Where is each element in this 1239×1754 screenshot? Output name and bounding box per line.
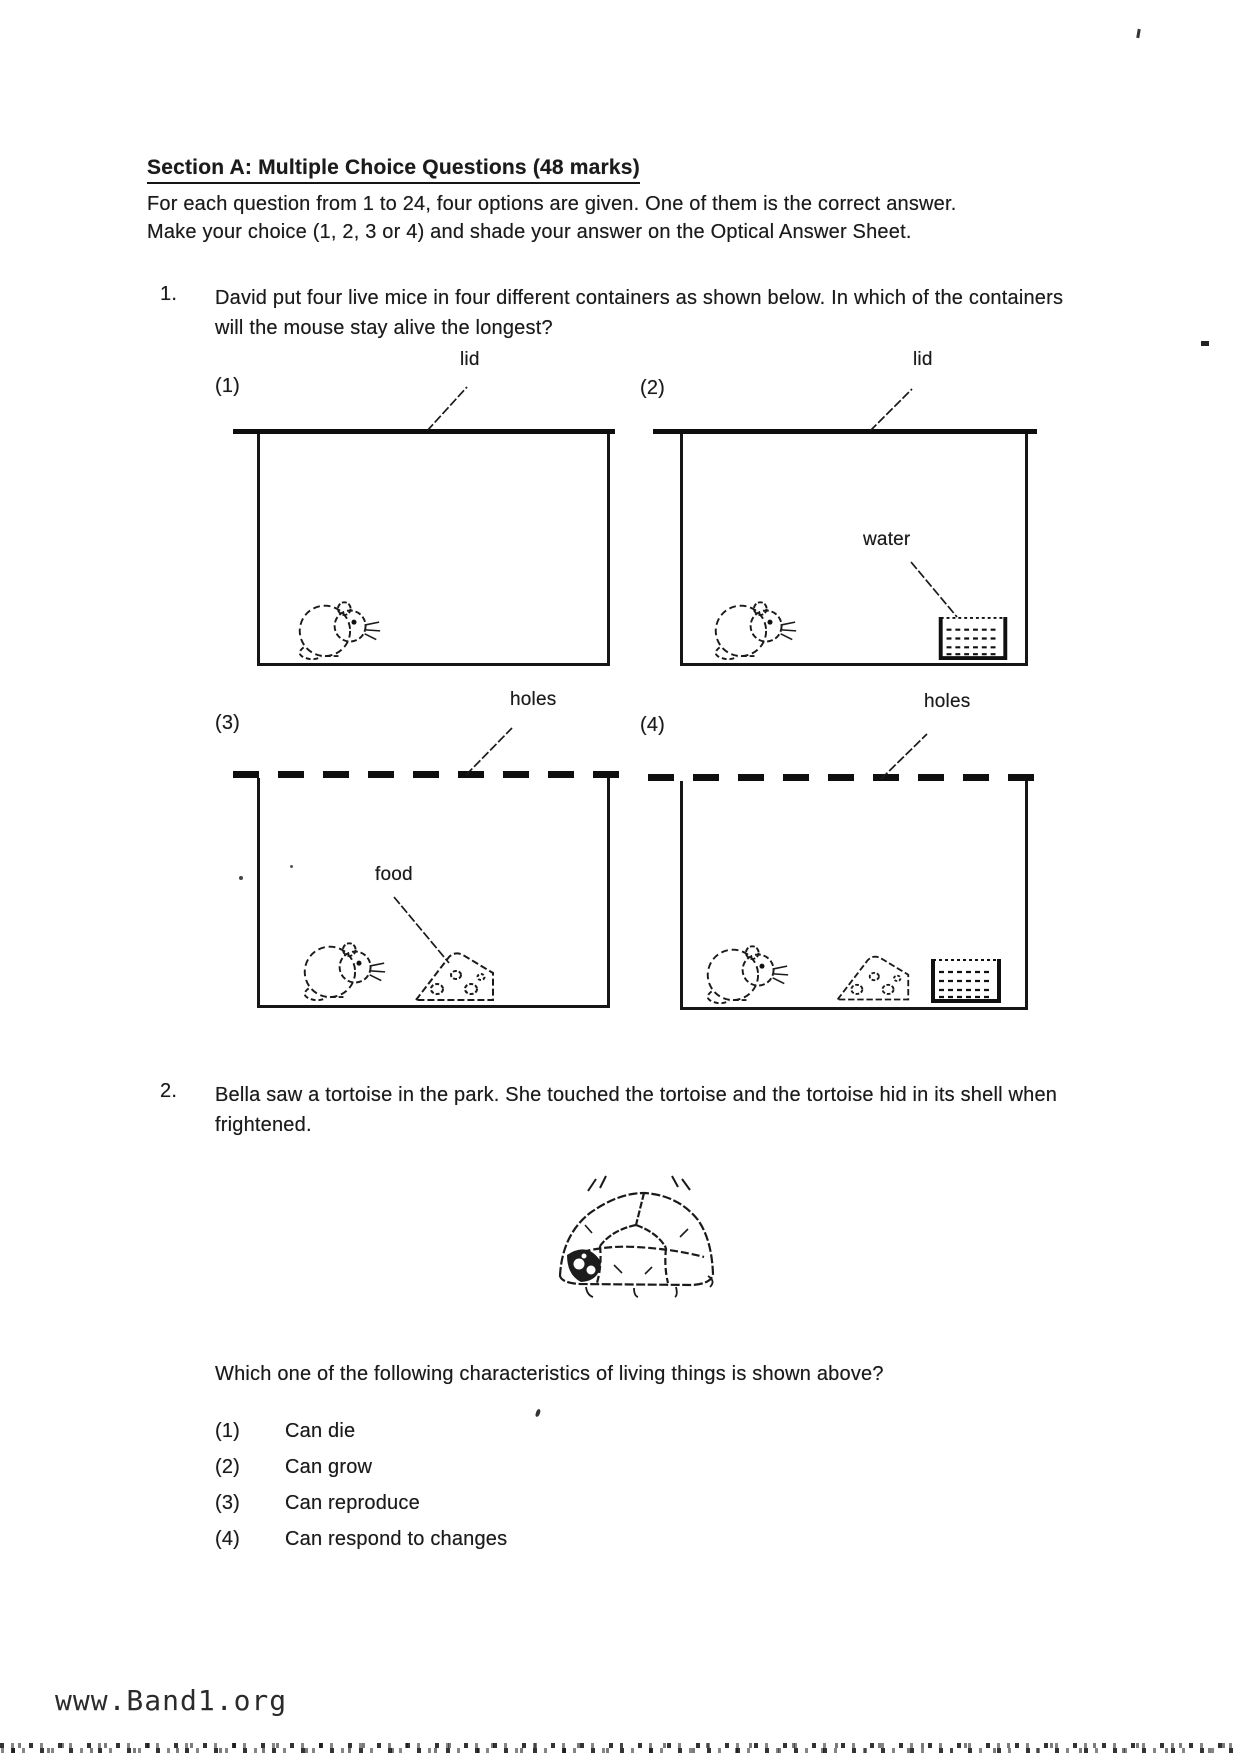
scan-speck [239, 876, 243, 880]
option-3-number: (3) [215, 1492, 241, 1514]
water-dish-icon [930, 957, 1002, 1004]
container-4-holes-label: holes [924, 691, 971, 712]
container-2-label: (2) [640, 377, 666, 399]
question2-number: 2. [160, 1080, 178, 1102]
cheese-food-icon [411, 947, 496, 1004]
container-2-lid-label: lid [913, 349, 933, 370]
option-3-text: Can reproduce [285, 1492, 420, 1514]
tortoise-icon [540, 1173, 735, 1335]
container-1-lid-label: lid [460, 349, 480, 370]
option-1-text: Can die [285, 1420, 356, 1442]
scan-speck [1136, 29, 1141, 38]
water-dish-icon [937, 615, 1009, 661]
footer-url: www.Band1.org [55, 1684, 288, 1717]
food-label: food [375, 864, 413, 885]
scan-speck [535, 1409, 541, 1418]
scan-speck [290, 865, 293, 868]
container-4-lid [648, 774, 1048, 781]
option-1-number: (1) [215, 1420, 241, 1442]
container-3-label: (3) [215, 712, 241, 734]
question1-number: 1. [160, 283, 178, 305]
container-4-label: (4) [640, 714, 666, 736]
scan-noise-strip [0, 1748, 1239, 1753]
mouse-icon [297, 933, 389, 1003]
question2-sub-question: Which one of the following characteristics of living things is shown above? [215, 1363, 884, 1385]
mouse-icon [700, 936, 792, 1006]
container-3-lid [233, 771, 627, 778]
intro-line-2: Make your choice (1, 2, 3 or 4) and shade your answer on the Optical Answer Sheet. [147, 221, 912, 243]
mouse-icon [708, 592, 800, 662]
intro-line-1: For each question from 1 to 24, four options are given. One of them is the correct answer. [147, 193, 957, 215]
option-4-text: Can respond to changes [285, 1528, 508, 1550]
mouse-icon [292, 592, 384, 662]
cheese-food-icon [833, 949, 911, 1005]
scan-speck [1201, 341, 1209, 346]
question2-text: Bella saw a tortoise in the park. She touched the tortoise and the tortoise hid in its shell when frightened. [215, 1084, 1058, 1136]
question1-text: David put four live mice in four different containers as shown below. In which of the containers will the mouse stay alive the longest? [215, 287, 1064, 339]
water-label: water [863, 529, 911, 550]
section-title: Section A: Multiple Choice Questions (48 marks) [147, 156, 640, 184]
container-3-holes-label: holes [510, 689, 557, 710]
container-1-label: (1) [215, 375, 241, 397]
option-4-number: (4) [215, 1528, 241, 1550]
option-2-text: Can grow [285, 1456, 373, 1478]
option-2-number: (2) [215, 1456, 241, 1478]
